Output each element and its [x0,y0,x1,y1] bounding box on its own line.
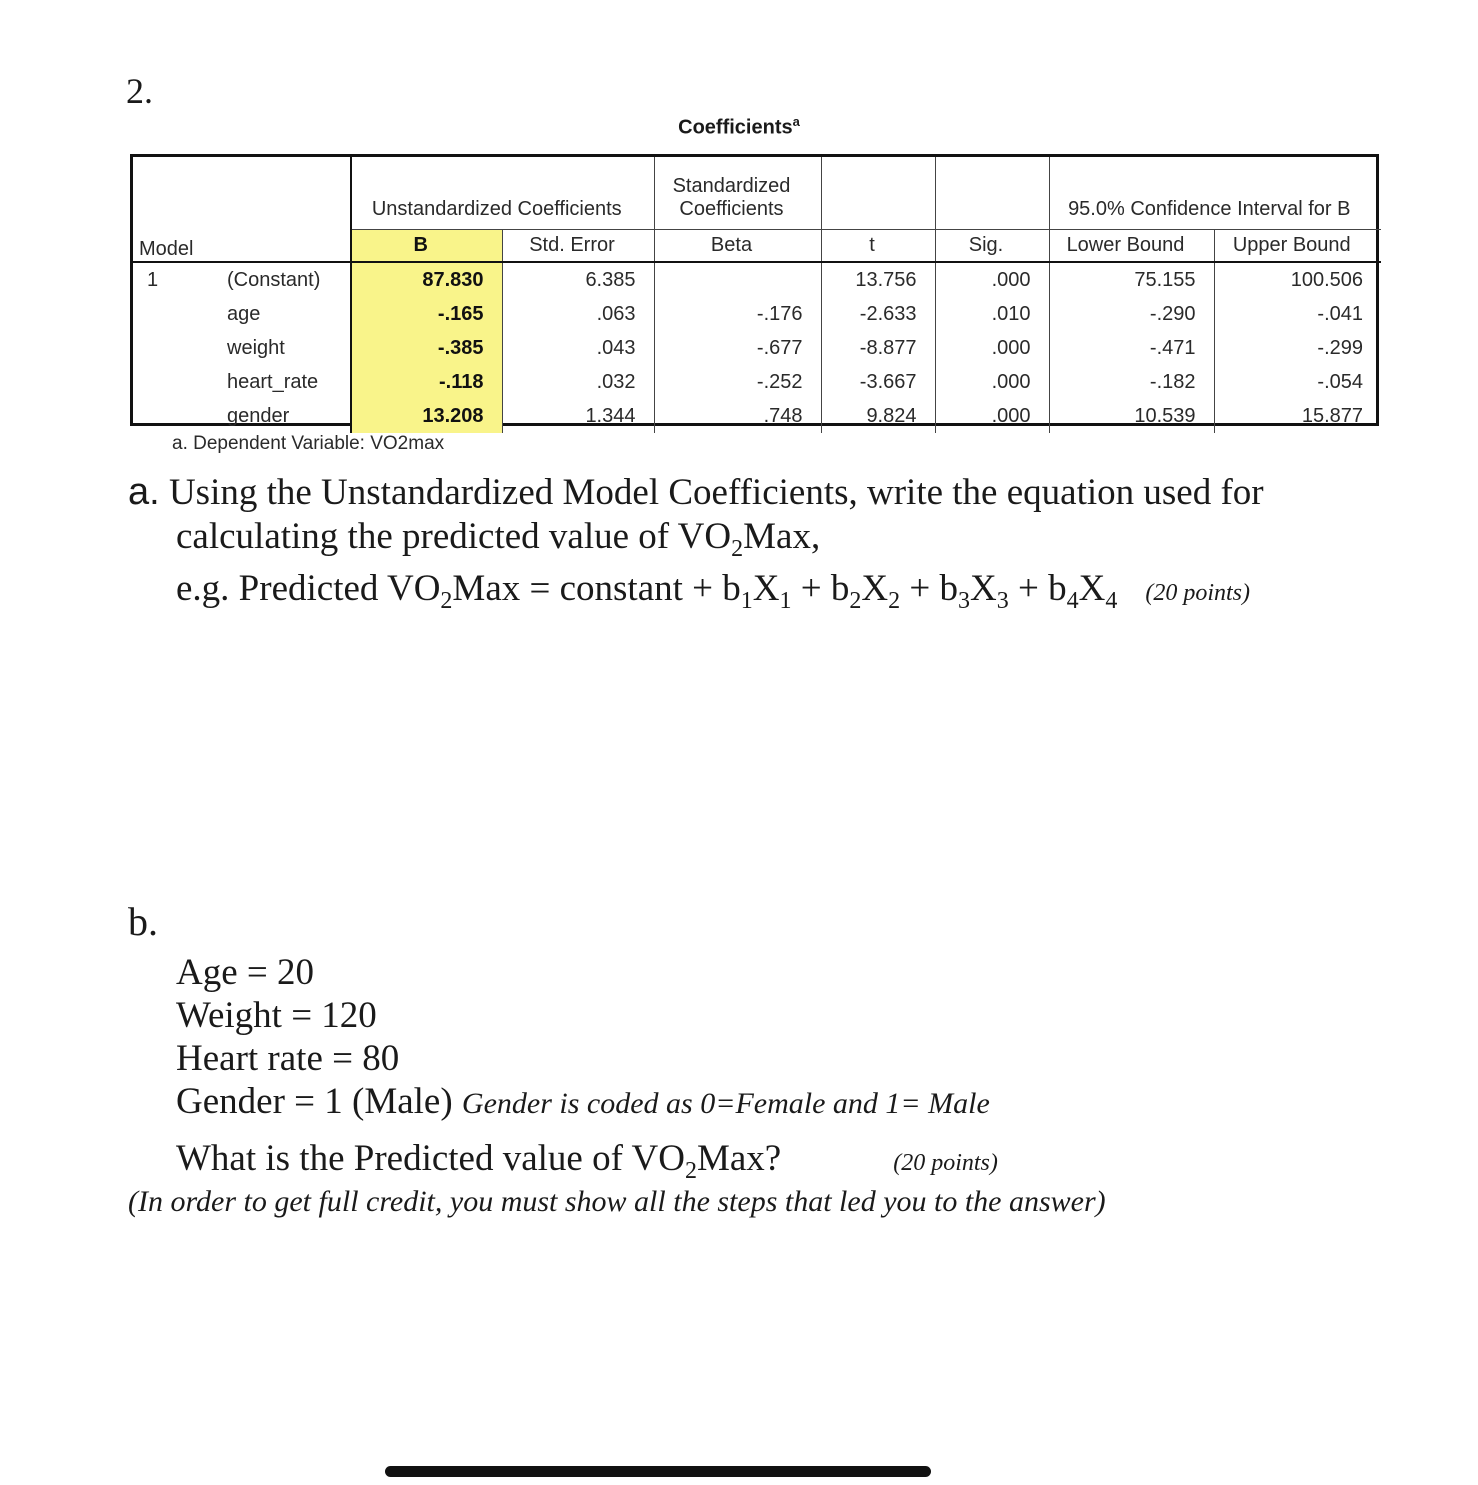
part-b-prompt: What is the Predicted value of $VO_2Max$? (20 points) [176,1138,998,1184]
part-a-letter: a. [128,471,160,513]
gender-coding-note: Gender is coded as 0=Female and 1= Male [461,1087,990,1120]
table-row: heart_rate -.118 .032 -.252 -3.667 .000 -.182 -.054 [133,365,1381,399]
part-b-question [128,900,998,1185]
table-row: 1 (Constant) 87.830 6.385 13.756 .000 75.155 100.506 [133,262,1381,297]
example-equation: e.g. Predicted $VO_2Max$ = constant + $b_1X_1 + b_2X_2 + b_3X_3 + b_4X_4$ (20 points) [176,568,1251,614]
model-number: 1 [133,262,213,297]
table-row: weight -.385 .043 -.677 -8.877 .000 -.471 -.299 [133,331,1381,365]
full-credit-note: (In order to get full credit, you must show all the steps that led you to the answer) [128,1185,1106,1218]
coefficients-table [130,154,1379,426]
given-heart-rate: Heart rate = 80 [176,1038,400,1079]
header-std-error: Std. Error [502,230,654,263]
table-title-footnote-mark: a [792,114,800,129]
header-standardized: Standardized Coefficients [654,157,821,230]
table-title: Coefficients$^a$ [678,114,800,139]
header-beta: Beta [654,230,821,263]
header-upper-bound: Upper Bound [1214,230,1381,263]
given-age: Age = 20 [176,952,315,993]
part-b-points: (20 points) [893,1150,998,1176]
header-ci: 95.0% Confidence Interval for B [1049,157,1381,230]
header-sig: Sig. [935,230,1049,263]
home-indicator[interactable] [385,1466,931,1477]
given-weight: Weight = 120 [176,995,377,1036]
header-lower-bound: Lower Bound [1049,230,1214,263]
part-a-points: (20 points) [1145,580,1251,606]
question-number: 2. [126,71,153,111]
header-t: t [821,230,935,263]
given-gender: Gender = 1 (Male) Gender is coded as 0=Female and 1= Male [176,1081,990,1122]
table-footnote: a. Dependent Variable: VO2max [172,433,445,454]
header-unstandardized: Unstandardized Coefficients [351,157,654,230]
header-model: Model [139,238,194,260]
part-a-question: a. Using the Unstandardized Model Coefficients, write the equation used for calculating the predicted value of $VO_2Max$, e.g. Predicted $VO_2Max$ = constant + $b_1X_1 + b_2X_2 + b_3X_3 + b_4X_4$ (20 points) [128,471,1264,614]
header-b: B [351,230,502,263]
table-row: gender 13.208 1.344 .748 9.824 .000 10.539 15.877 [133,399,1381,433]
part-b-letter: b. [128,899,158,944]
table-row: age -.165 .063 -.176 -2.633 .010 -.290 -.041 [133,297,1381,331]
